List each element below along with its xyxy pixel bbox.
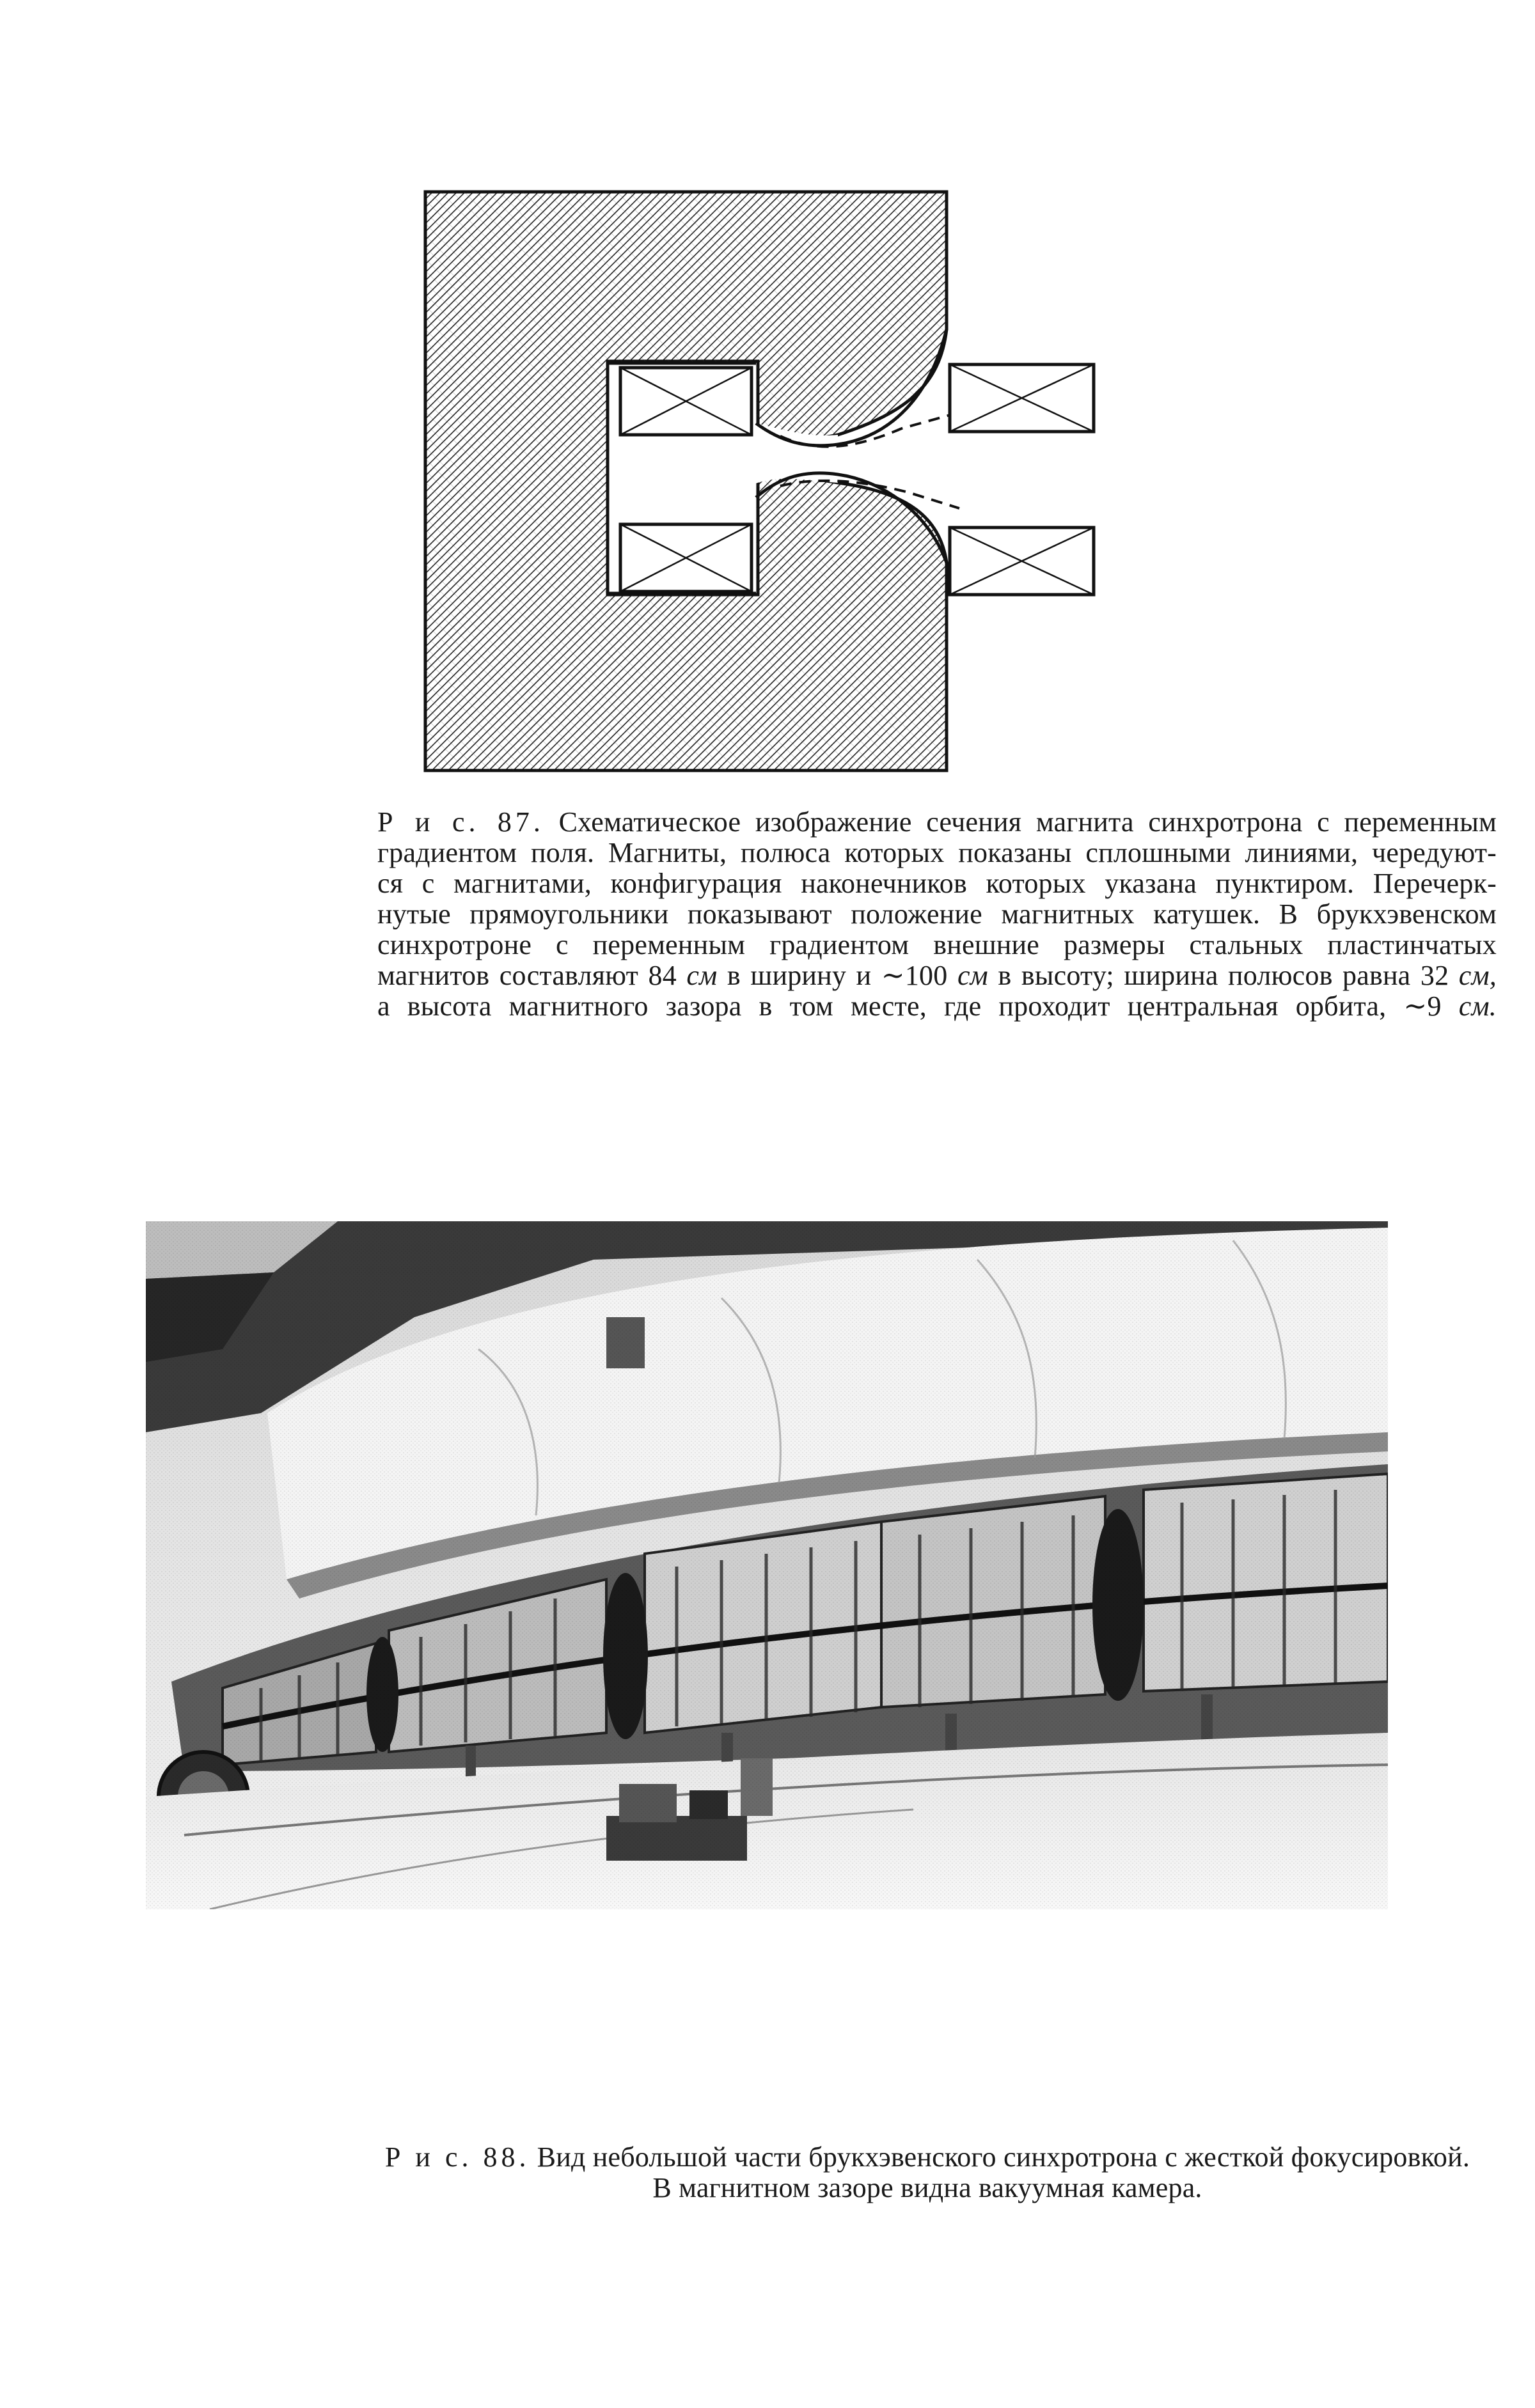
caption-line: а высота магнитного зазора в том месте, где проходит центральная орбита, ∼9 см. [377, 990, 1497, 1022]
caption-line: градиентом поля. Магниты, полюса которых показаны сплошными линиями, чередуют- [377, 837, 1497, 868]
figure-88-caption [358, 2142, 1497, 2203]
figure-87-label: Р и с. 87. [377, 806, 544, 838]
coil-upper-left [620, 368, 752, 435]
caption-line: Схематическое изображение сечения магнита синхротрона с переменным [558, 806, 1497, 838]
figure-87-caption [377, 807, 1497, 1022]
magnet-cross-section-diagram [422, 185, 1100, 780]
synchrotron-photo [146, 1221, 1388, 1909]
coil-lower-left [620, 524, 752, 591]
figure-88-label: Р и с. 88. [384, 2141, 530, 2173]
caption-line: нутые прямоугольники показывают положение магнитных катушек. В брукхэвенском [377, 898, 1497, 930]
caption-line: ся с магнитами, конфигурация наконечников которых указана пунктиром. Перечерк- [377, 868, 1497, 899]
coil-lower-right [950, 528, 1094, 595]
caption-line: В магнитном зазоре видна вакуумная камера. [652, 2172, 1202, 2203]
caption-line: магнитов составляют 84 см в ширину и ∼100 см в высоту; ширина полюсов равна 32 см, [377, 960, 1497, 991]
coil-upper-right [950, 364, 1094, 432]
caption-line: синхротроне с переменным градиентом внешние размеры стальных пластинчатых [377, 929, 1497, 960]
caption-line: Вид небольшой части брукхэвенского синхротрона с жесткой фокусировкой. [537, 2141, 1470, 2173]
